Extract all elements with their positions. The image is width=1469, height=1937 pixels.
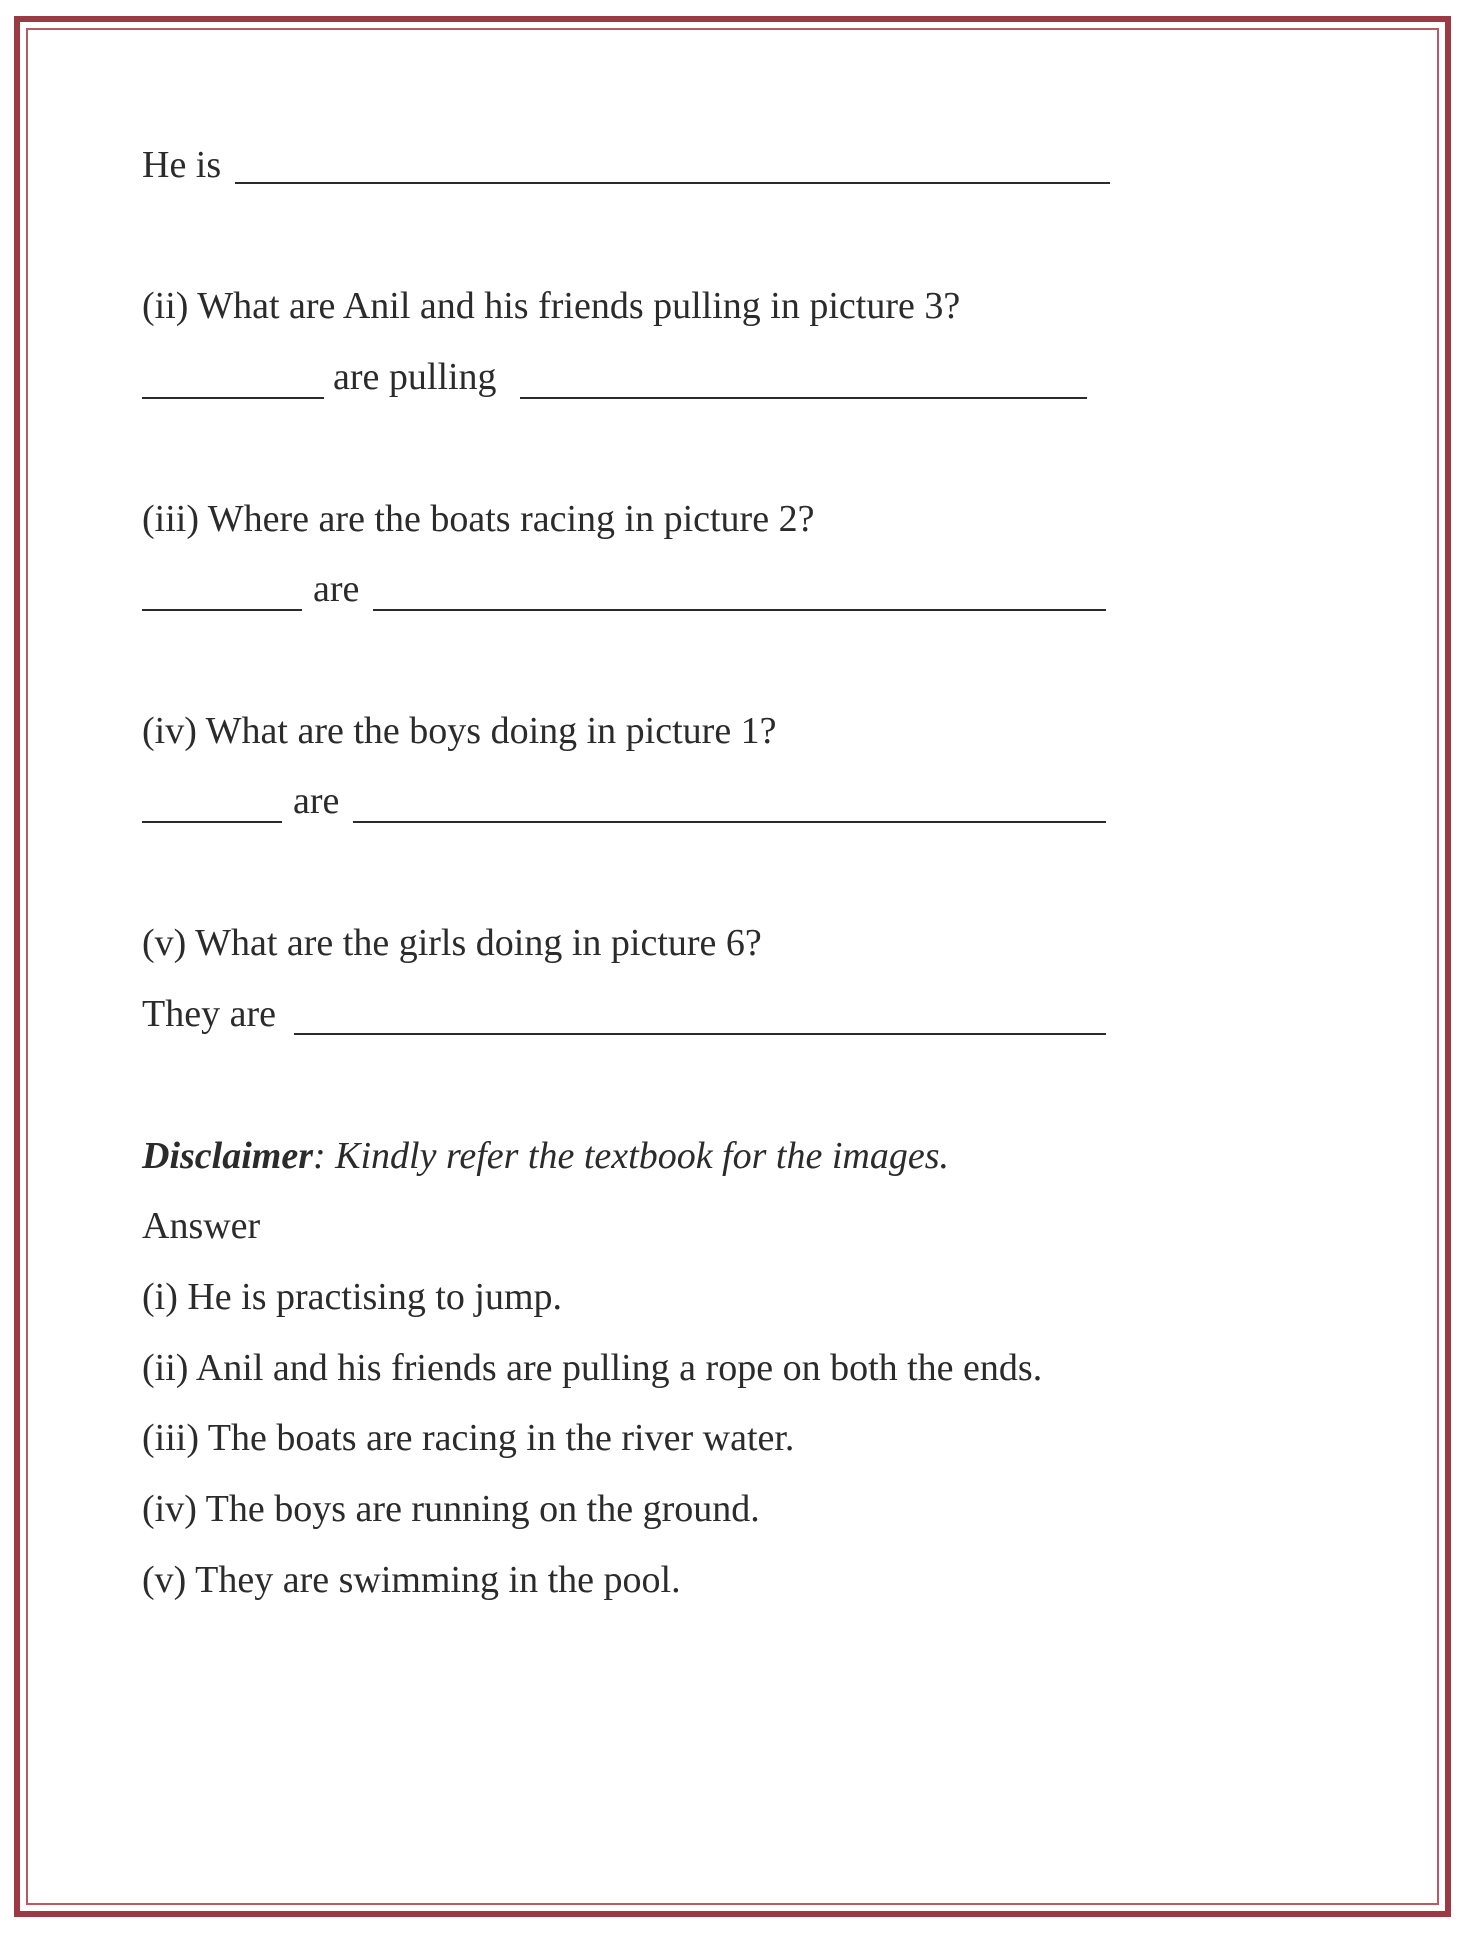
q3-place-blank <box>373 609 1106 611</box>
q2-object-blank <box>520 397 1087 399</box>
q5-prompt: They are <box>142 993 276 1035</box>
q4-action-blank <box>353 821 1106 823</box>
q2-middle: are pulling <box>333 356 497 398</box>
answer-item: (ii) Anil and his friends are pulling a rope on both the ends. <box>142 1347 1043 1389</box>
q2-subject-blank <box>142 397 324 399</box>
answer-item: (iv) The boys are running on the ground. <box>142 1488 760 1530</box>
answer-item: (v) They are swimming in the pool. <box>142 1559 681 1601</box>
q3-middle: are <box>313 568 360 610</box>
disclaimer <box>142 1134 949 1178</box>
q4-question: (iv) What are the boys doing in picture 1? <box>142 710 777 752</box>
q3-question: (iii) Where are the boats racing in picture 2? <box>142 498 815 540</box>
q4-subject-blank <box>142 821 282 823</box>
disclaimer-text: : Kindly refer the textbook for the images. <box>312 1135 949 1177</box>
q1-prompt: He is <box>142 144 222 186</box>
answer-item: (iii) The boats are racing in the river water. <box>142 1417 795 1459</box>
q5-question: (v) What are the girls doing in picture 6? <box>142 922 762 964</box>
q3-subject-blank <box>142 609 302 611</box>
disclaimer-label: Disclaimer <box>142 1135 313 1177</box>
q2-question: (ii) What are Anil and his friends pulling in picture 3? <box>142 285 961 327</box>
q5-answer-blank <box>294 1033 1106 1035</box>
answer-item: (i) He is practising to jump. <box>142 1276 563 1318</box>
answer-heading: Answer <box>142 1205 261 1247</box>
q1-answer-blank <box>235 182 1110 184</box>
q4-middle: are <box>293 780 340 822</box>
